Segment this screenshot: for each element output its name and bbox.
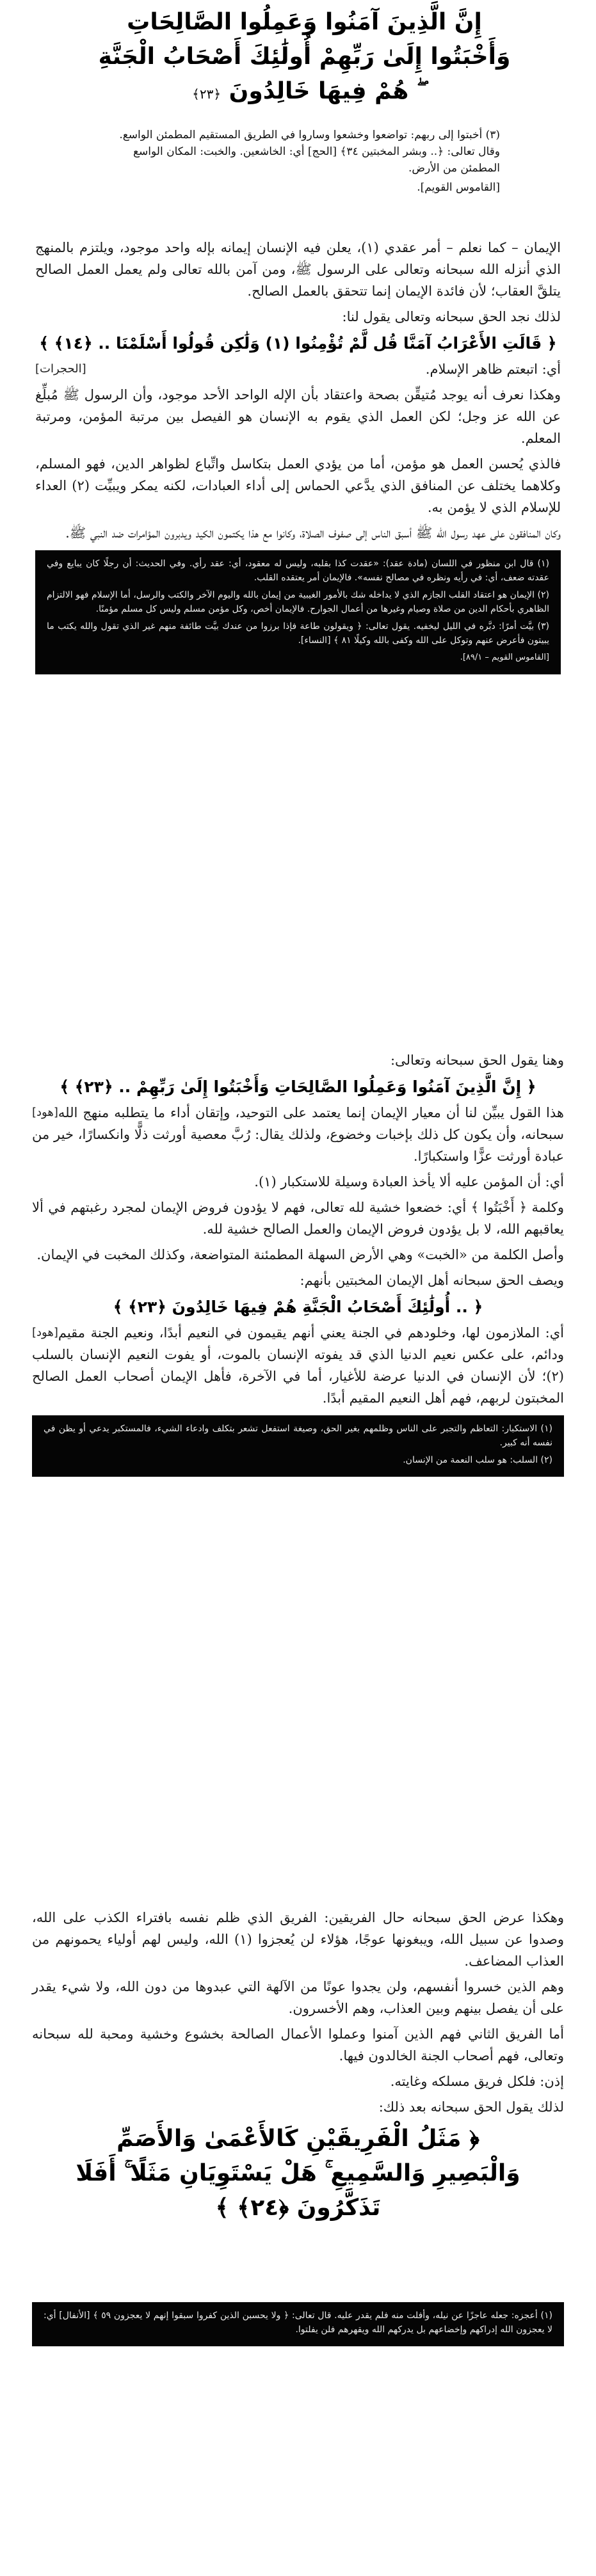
page-section-two-groups	[0, 1907, 596, 2576]
verse-text: ﴿ إِنَّ الَّذِينَ آمَنُوا وَعَمِلُوا الصَّالِحَاتِ وَأَخْبَتُوا إِلَىٰ رَبِّهِمْ .. ﴿٢٣﴾ ﴾	[60, 1077, 536, 1096]
paragraph: وهم الذين خسروا أنفسهم، ولن يجدوا عونًا من الآلهة التي عبدوها من دون الله، ولا شيء يقدر على أن يفصل بينهم وبين العذاب، وهم الأخسرون.	[32, 1979, 564, 2016]
footnote-item: (١) أعجزه: جعله عاجزًا عن نيله، وأفلت منه فلم يقدر عليه. قال تعالى: ﴿ ولا يحسبن الذين كفروا سبقوا إنهم لا يعجزون ٥٩ ﴾ [الأنفال] أي: لا يعجزون الله إدراكهم وإخضاعهم بل يدركهم الله ويقهرهم فلن يفلتوا.	[44, 2310, 552, 2335]
paragraph: وهنا يقول الحق سبحانه وتعالى:	[390, 1053, 564, 1068]
footnote-block	[96, 127, 513, 196]
footnote-item: (٢) السلب: هو سلب النعمة من الإنسان.	[403, 1455, 552, 1465]
footnotes-dark-box	[32, 2302, 564, 2346]
paragraph: هذا القول يبيِّن لنا أن معيار الإيمان إنما يعتمد على التوحيد، وإتقان أداء ما يتطلبه منهج الله سبحانه، وأن يكون كل ذلك بإخبات وخضوع، ولذلك يقال: رُبَّ معصية أورثت ذلًّا وانكسارًا، خير من عبادة أورثت عزًّا واستكبارًا.	[32, 1105, 564, 1164]
paragraph: وهكذا نعرف أنه يوجد مُتيقِّن بصحة واعتقاد بأن الإله الواحد الأحد موجود، وأن الرسول ﷺ مُبلِّغ عن الله عز وجل؛ لكن العمل الذي يقوم به الإنسان هو الفيصل بين مرتبة المؤمن، ومرتبة المعلم.	[35, 387, 561, 446]
verse-text: ﴿ مَثَلُ الْفَرِيقَيْنِ كَالأَعْمَىٰ وَالأَصَمِّ وَالْبَصِيرِ وَالسَّمِيعِ ۚ هَلْ يَسْتَوِيَانِ مَثَلًا ۚ أَفَلَا تَذَكَّرُونَ ﴿٢٤﴾ ﴾	[76, 2126, 520, 2221]
page-section-ikhbat	[0, 1049, 596, 1804]
footnotes-dark-box	[32, 1415, 564, 1477]
paragraph: أي: اتبعتم ظاهر الإسلام.	[425, 362, 561, 377]
paragraph: الإيمان – كما نعلم – أمر عقدي (١)، يعلن فيه الإنسان إيمانه بإله واحد موجود، ويلتزم بالمنهج الذي أنزله الله سبحانه وتعالى على الرسول ﷺ، ومن آمن بالله تعالى ولم يعمل العمل الصالح يتلقَّ العقاب؛ لأن فائدة الإيمان إنما تتحقق بالعمل الصالح.	[35, 240, 561, 299]
paragraph: لذلك يقول الحق سبحانه بعد ذلك:	[378, 2099, 564, 2115]
footnotes-dark-box	[35, 550, 561, 674]
footnote-item: (١) الاستكبار: التعاظم والتجبر على الناس وظلمهم بغير الحق، وصيغة استفعل تشعر بتكلف وادعاء الشيء، فالمستكبر يدعي أو يظن في نفسه أنه كبير.	[44, 1424, 552, 1448]
quran-verse-24	[32, 2122, 564, 2225]
paragraph: ويصف الحق سبحانه أهل الإيمان المخبتين بأنهم:	[300, 1273, 564, 1288]
footnote-item: (٢) الإيمان هو اعتقاد القلب الجازم الذي لا يداخله شك بالأمور الغيبية من إيمان بالله واليوم الآخر والكتب والرسل، أما الإسلام فهو الالتزام الظاهري بأحكام الدين من صلاة وصيام وغيرها من أعمال الجوارح. فالإيمان أخص، وكل مؤمن مسلم وليس كل مسلم مؤمنًا.	[47, 590, 549, 614]
verse-text: ﴿ قَالَتِ الأَعْرَابُ آمَنَّا قُل لَّمْ تُؤْمِنُوا (١) وَلَٰكِن قُولُوا أَسْلَمْنَا .. ﴿١٤﴾ ﴾	[39, 334, 557, 353]
quran-verse	[32, 1075, 564, 1099]
verse-text: إِنَّ الَّذِينَ آمَنُوا وَعَمِلُوا الصَّالِحَاتِ وَأَخْبَتُوا إِلَىٰ رَبِّهِمْ أُولَٰئِكَ أَصْحَابُ الْجَنَّةِ ۖ هُمْ فِيهَا خَالِدُونَ	[98, 9, 511, 104]
footnote-item: (١) قال ابن منظور في اللسان (مادة عقد): «عقدت كذا بقلبه، وليس له معقود، أي: عقد رأي. وفي الحديث: أن رجلًا كان يبايع وفي عقدته ضعف، أي: في رأيه ونظره في مصالح نفسه». فالإيمان أمر يعتقده القلب.	[47, 559, 549, 583]
surah-reference: [الحجرات]	[35, 362, 86, 376]
quran-verse-23	[96, 5, 513, 111]
paragraph: لذلك نجد الحق سبحانه وتعالى يقول لنا:	[342, 309, 561, 324]
quran-verse	[35, 331, 561, 356]
footnote-source: [القاموس القويم – ٨٩/١].	[460, 653, 549, 662]
footnote-text: (٣) أخبتوا إلى ربهم: تواضعوا وخشعوا وساروا في الطريق المستقيم المطمئن الواسع. وقال تعالى: ﴿.. وبشر المخبتين ٣٤﴾ [الحج] أي: الخاشعين. والخبت: المكان الواسع المطمئن من الأرض.	[119, 129, 500, 175]
page-section-faith	[0, 237, 596, 992]
verse-text: ﴿ .. أُولَٰئِكَ أَصْحَابُ الْجَنَّةِ هُمْ فِيهَا خَالِدُونَ ﴿٢٣﴾ ﴾	[113, 1298, 483, 1316]
footnote-item: (٣) بيَّت أمرًا: دبَّره في الليل ليخفيه. يقول تعالى: ﴿ ويقولون طاعة فإذا برزوا من عندك بيَّت طائفة منهم غير الذي تقول والله يكتب ما يبيتون فأعرض عنهم وتوكل على الله وكفى بالله وكيلًا ٨١ ﴾ [النساء].	[47, 621, 549, 646]
surah-reference: [هود]	[32, 1326, 58, 1339]
paragraph: فالذي يُحسن العمل هو مؤمن، أما من يؤدي العمل بتكاسل واتِّباع لظواهر الدين، فهو المسلم، وكلاهما يختلف عن المنافق الذي يدَّعي الحماس إلى أداء العبادات، لكنه يمكر ويبيِّت (٢) العداء للإسلام الذي لا يؤمن به.	[35, 456, 561, 515]
quran-verse	[32, 1295, 564, 1319]
surah-reference: [هود]	[32, 1106, 58, 1119]
paragraph: وكان المنافقون على عهد رسول الله ﷺ أسبق الناس إلى صفوف الصلاة، وكانوا مع هذا يكتمون الكيد ويدبرون المؤامرات ضد النبي ﷺ.	[65, 525, 561, 541]
verse-number: ﴿٢٣﴾	[192, 86, 221, 102]
paragraph: وهكذا عرض الحق سبحانه حال الفريقين: الفريق الذي ظلم نفسه بافتراء الكذب على الله، وصدوا عن سبيل الله، ويبغونها عوجًا، هؤلاء لن يُعجزوا (١) الله، وليس لهم أولياء يحمونهم من العذاب المضاعف.	[32, 1910, 564, 1969]
paragraph: أما الفريق الثاني فهم الذين آمنوا وعملوا الأعمال الصالحة بخشوع وخشية ومحبة لله سبحانه وتعالى، فهم أصحاب الجنة الخالدون فيها.	[32, 2026, 564, 2063]
paragraph: أي: أن المؤمن عليه ألا يأخذ العبادة وسيلة للاستكبار (١).	[254, 1174, 564, 1189]
paragraph: وأصل الكلمة من «الخبت» وهي الأرض السهلة المطمئنة المتواضعة، وكذلك المخبت في الإيمان.	[36, 1247, 564, 1262]
footnote-source: [القاموس القويم].	[417, 181, 500, 194]
top-section	[0, 0, 596, 194]
paragraph: وكلمة ﴿ أَخْبَتُوا ﴾ أي: خضعوا خشية لله تعالى، فهم لا يؤدون فروض الإيمان لمجرد رغبتهم في ألا يعاقبهم الله، لا بل يؤدون فروض الإيمان والعمل الصالح خشية لله.	[32, 1200, 564, 1237]
paragraph: أي: الملازمون لها، وخلودهم في الجنة يعني أنهم يقيمون في النعيم أبدًا، ونعيم الجنة مقيم ودائم، على عكس نعيم الدنيا الذي قد يفوته الإنسان بالموت، أو يفوت النعيم الإنسان بالسلب (٢)؛ لأن الإنسان في الدنيا عرضة للأغيار، أما في الآخرة، فأهل الإيمان أصحاب العمل الصالح المخبتون لربهم، فهم أهل النعيم المقيم أبدًا.	[32, 1325, 564, 1406]
paragraph: إذن: فلكل فريق مسلكه وغايته.	[390, 2074, 564, 2089]
